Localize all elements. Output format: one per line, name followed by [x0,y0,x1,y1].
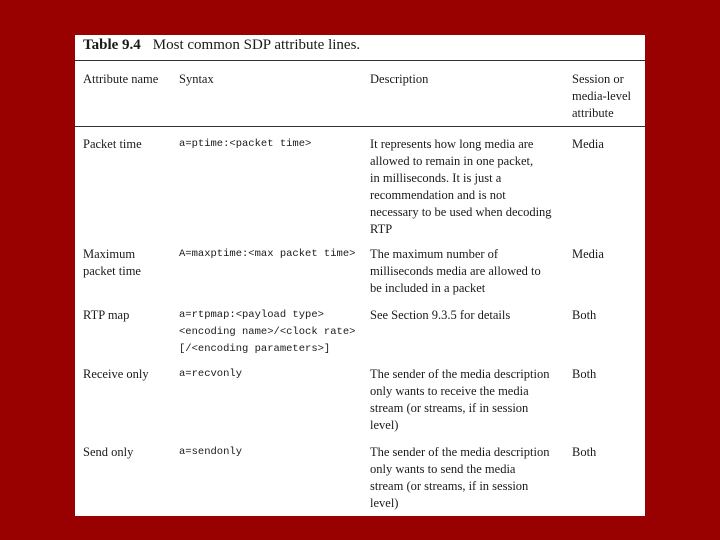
header-level: Session or media-level attribute [572,72,631,120]
row-description: The maximum number of milliseconds media are allowed to be included in a packet [370,247,541,295]
row-description: The sender of the media description only wants to receive the media stream (or streams, if in session level) [370,367,550,432]
header-description: Description [370,72,429,86]
header-rule [75,126,645,127]
row-attribute-name: Packet time [83,137,142,151]
table-caption [83,37,360,54]
header-attribute-name: Attribute name [83,72,159,86]
row-level: Both [572,308,597,322]
row-syntax: a=recvonly [179,368,243,380]
header-syntax: Syntax [179,72,214,86]
row-description: See Section 9.3.5 for details [370,308,511,322]
row-attribute-name: Receive only [83,367,149,381]
row-attribute-name: Maximum packet time [83,247,141,278]
row-description: It represents how long media are allowed to remain in one packet, in milliseconds. It is just a recommendation and is not necessary to be used when decoding RTP [370,137,552,236]
row-syntax: a=sendonly [179,446,243,458]
row-level: Media [572,247,604,261]
row-syntax: a=ptime:<packet time> [179,138,312,150]
row-attribute-name: RTP map [83,308,130,322]
row-syntax: A=maxptime:<max packet time> [179,248,356,260]
top-rule [75,60,645,61]
row-attribute-name: Send only [83,445,134,459]
row-level: Media [572,137,604,151]
table-number: Table 9.4 [83,37,141,53]
row-level: Both [572,445,597,459]
row-level: Both [572,367,597,381]
row-description: The sender of the media description only wants to send the media stream (or streams, if in session level) [370,445,550,510]
table-title: Most common SDP attribute lines. [152,37,361,53]
row-syntax: a=rtpmap:<payload type> <encoding name>/<clock rate> [/<encoding parameters>] [179,309,356,355]
table-page [75,35,645,516]
